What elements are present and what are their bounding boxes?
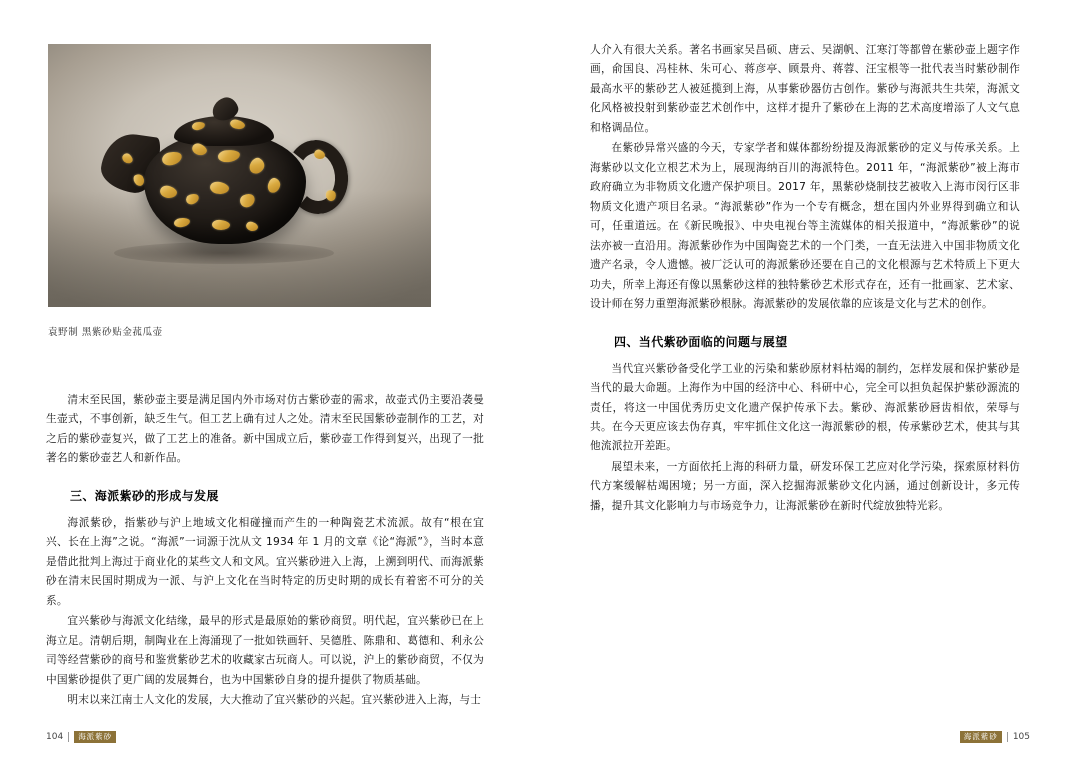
folio-divider — [68, 732, 69, 742]
folio-divider — [1007, 732, 1008, 742]
paragraph: 明末以来江南士人文化的发展，大大推动了宜兴紫砂的兴起。宜兴紫砂进入上海，与士 — [67, 693, 482, 707]
paragraph: 当代宜兴紫砂备受化学工业的污染和紫砂原材料枯竭的制约，怎样发展和保护紫砂是当代的最大命题。上海作为中国的经济中心、科研中心，完全可以担负起保护紫砂源流的责任，将这一中国优秀历史文化遗产保护传承下去。紫砂、海派紫砂唇齿相依，荣辱与共。在今天更应该去伪存真，牢牢抓住文化这一海派紫砂的根，传承紫砂艺术，使其与其他流派拉开差距。 — [590, 361, 1020, 453]
folio-tag: 海派紫砂 — [74, 731, 116, 743]
paragraph: 宜兴紫砂与海派文化结缘，最早的形式是最原始的紫砂商贸。明代起，宜兴紫砂已在上海立足。清朝后期，制陶业在上海涌现了一批如铁画轩、吴德胜、陈鼎和、葛德和、利永公司等经营紫砂的商号和鉴赏紫砂艺术的收藏家古玩商人。可以说，沪上的紫砂商贸，不仅为中国紫砂提供了更广阔的发展舞台，也为中国紫砂自身的提升提供了物质基础。 — [46, 614, 484, 686]
figure-caption: 袁野制 黑紫砂贴金菰瓜壶 — [48, 327, 163, 338]
left-page-body — [46, 390, 484, 710]
figure — [48, 44, 431, 338]
folio-tag: 海派紫砂 — [960, 731, 1002, 743]
paragraph: 在紫砂异常兴盛的今天，专家学者和媒体都纷纷提及海派紫砂的定义与传承关系。上海紫砂以文化立根艺术为上，展现海纳百川的海派特色。2011 年，“海派紫砂”被上海市政府确立为非物质文化遗产保护项目。2017 年，黑紫砂烧制技艺被收入上海市闵行区非物质文化遗产项目名录。“海派紫砂”作为一个专有概念，想在国内外业界得到确立和认可，任重道远。在《新民晚报》、中央电视台等主流媒体的相关报道中，“海派紫砂”的说法亦被一直沿用。海派紫砂作为中国陶瓷艺术的一个门类，一直无法进入中国非物质文化遗产名录，令人遗憾。被厂泛认可的海派紫砂还要在自己的文化根源与艺术特质上下更大功夫，所幸上海还有像以黑紫砂这样的独特紫砂艺术形式存在，还有一批画家、艺术家、设计师在努力重塑海派紫砂根脉。海派紫砂的发展依靠的应该是文化与艺术的创作。 — [590, 141, 1020, 311]
folio-right — [960, 731, 1030, 743]
right-page-body — [590, 40, 1020, 515]
teapot-photo — [48, 44, 431, 307]
paragraph: 海派紫砂，指紫砂与沪上地域文化相碰撞而产生的一种陶瓷艺术流派。故有“根在宜兴、长在上海”之说。“海派”一词源于沈从文 1934 年 1 月的文章《论“海派”》，当时本意是借此批判上海过于商业化的某些文人和文风。宜兴紫砂进入上海，上溯到明代、而海派紫砂在清末民国时期成为一派、与沪上文化在当时特定的历史时期的成长有着密不可分的关系。 — [46, 515, 484, 607]
section-heading-three: 三、海派紫砂的形成与发展 — [70, 488, 219, 503]
page-number: 105 — [1012, 732, 1030, 742]
teapot-illustration — [100, 90, 368, 260]
paragraph: 清末至民国，紫砂壶主要是满足国内外市场对仿古紫砂壶的需求，故壶式仍主要沿袭曼生壶式，不事创新，缺乏生气。但工艺上确有过人之处。清末至民国紫砂壶制作的工艺，对之后的紫砂壶复兴，做了工艺上的准备。新中国成立后，紫砂壶工作得到复兴，出现了一批著名的紫砂壶艺人和新作品。 — [46, 393, 484, 465]
page-number: 104 — [46, 732, 64, 742]
section-heading-four: 四、当代紫砂面临的问题与展望 — [614, 334, 788, 349]
folio-left — [46, 731, 116, 743]
paragraph: 展望未来，一方面依托上海的科研力量，研发环保工艺应对化学污染，探索原材料仿代方案缓解枯竭困境；另一方面，深入挖掘海派紫砂文化内涵，通过创新设计，多元传播，提升其文化影响力与市场竞争力，让海派紫砂在新时代绽放独特光彩。 — [590, 459, 1020, 512]
right-page — [540, 0, 1080, 759]
paragraph: 人介入有很大关系。著名书画家吴昌硕、唐云、吴湖帆、江寒汀等都曾在紫砂壶上题字作画，俞国良、冯桂林、朱可心、蒋彦亭、顾景舟、蒋蓉、汪宝根等一批代表当时紫砂制作最高水平的紫砂艺人被延揽到上海，从事紫砂器仿古创作。紫砂与海派共生共荣，海派文化风格被投射到紫砂壶艺术创作中，这样才提升了紫砂在上海的艺术高度增添了人文气息和格调品位。 — [590, 43, 1020, 134]
